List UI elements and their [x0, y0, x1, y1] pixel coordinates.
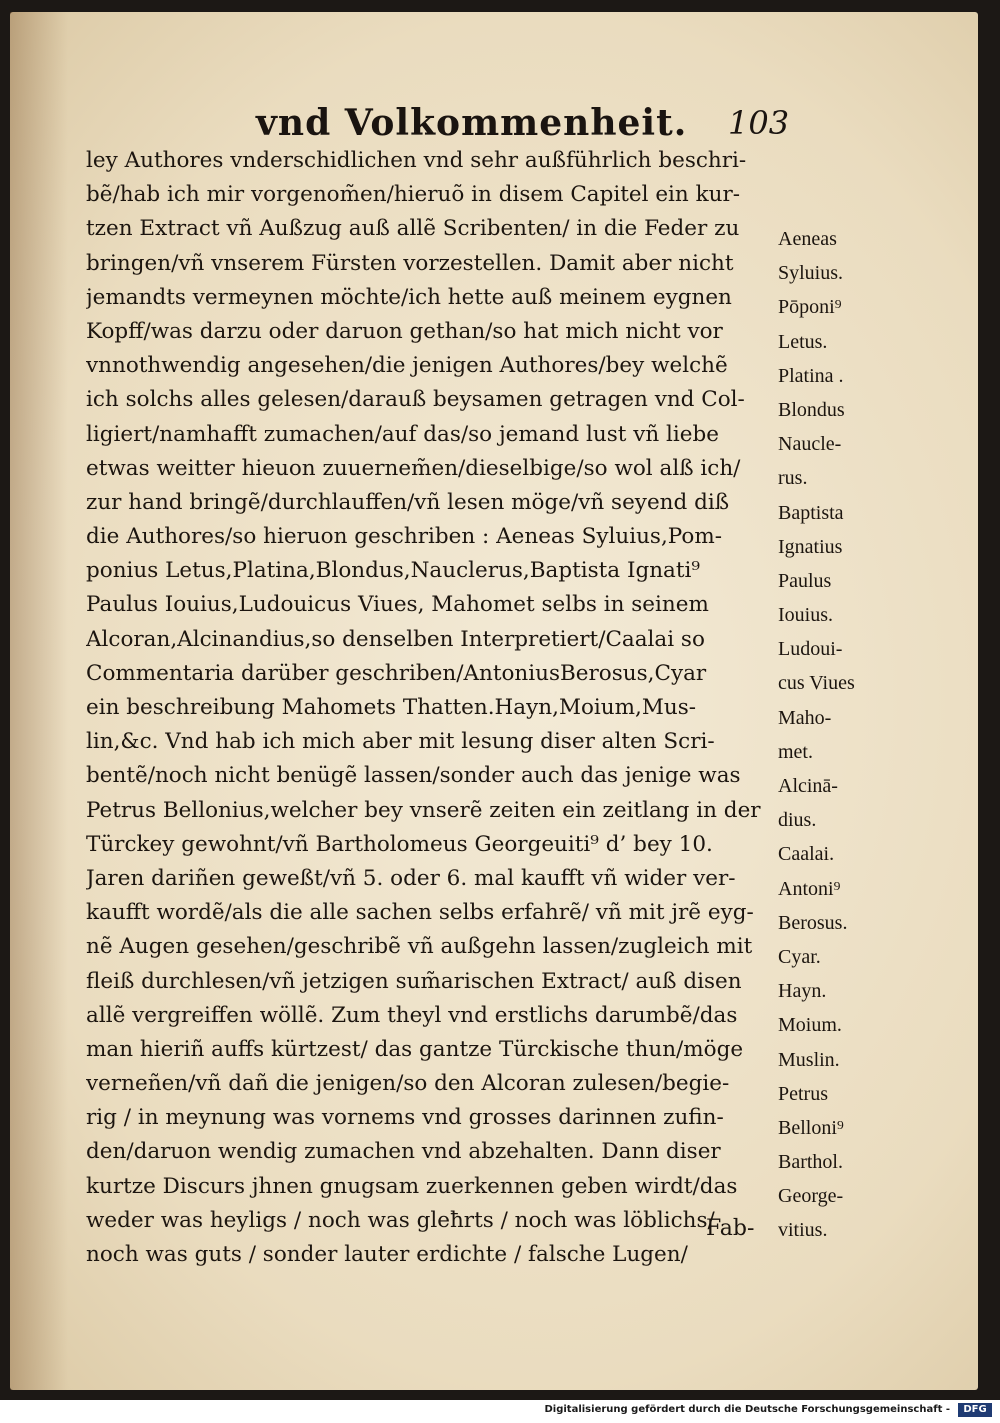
margin-note: Paulus — [778, 569, 832, 592]
text-line: vnnothwendig angesehen/die jenigen Authores/bey welchẽ — [86, 353, 728, 379]
margin-note: dius. — [778, 809, 817, 832]
text-line: Kopff/was darzu oder daruon gethan/so hat mich nicht vor — [86, 318, 723, 344]
running-header: vnd Volkommenheit. — [256, 102, 688, 144]
text-line: Türckey gewohnt/vñ Bartholomeus Georgeuiti⁹ d’ bey 10. — [86, 831, 713, 857]
margin-note: Antoni⁹ — [778, 877, 841, 900]
margin-note: Cyar. — [778, 945, 821, 968]
margin-note: Iouius. — [778, 604, 833, 627]
text-line: bringen/vñ vnserem Fürsten vorzestellen. Damit aber nicht — [86, 250, 734, 276]
text-line: den/daruon wendig zumachen vnd abzehalten. Dann diser — [86, 1139, 721, 1165]
margin-note: Moium. — [778, 1014, 842, 1037]
margin-note: Belloni⁹ — [778, 1116, 844, 1139]
margin-note: Barthol. — [778, 1151, 843, 1174]
margin-note: cus Viues — [778, 672, 855, 695]
text-line: lin,&c. Vnd hab ich mich aber mit lesung diser alten Scri- — [86, 729, 715, 755]
main-text-block — [86, 144, 776, 1272]
text-line: bentẽ/noch nicht benügẽ lassen/sonder auch das jenige was — [86, 763, 741, 789]
text-line: allẽ vergreiffen wöllẽ. Zum theyl vnd erstlichs darumbẽ/das — [86, 1002, 738, 1028]
text-line: Jaren dariñen geweßt/vñ 5. oder 6. mal kaufft vñ wider ver- — [86, 865, 736, 891]
text-line: jemandts vermeynen möchte/ich hette auß meinem eygnen — [86, 284, 732, 310]
text-line: Commentaria darüber geschriben/AntoniusBerosus,Cyar — [86, 660, 707, 686]
margin-note: Blondus — [778, 398, 845, 421]
dfg-logo: DFG — [958, 1403, 992, 1417]
margin-note: Naucle- — [778, 433, 842, 456]
text-line: Petrus Bellonius,welcher bey vnserẽ zeiten ein zeitlang in der — [86, 797, 761, 823]
margin-note: Ignatius — [778, 535, 843, 558]
margin-note: vitius. — [778, 1219, 828, 1242]
text-line: ligiert/namhafft zumachen/auf das/so jemand lust vñ liebe — [86, 421, 720, 447]
text-line: rig / in meynung was vornems vnd grosses darinnen zufin- — [86, 1105, 724, 1131]
text-line: weder was heyligs / noch was gleħrts / noch was löblichs/ — [86, 1207, 715, 1233]
text-line: ley Authores vnderschidlichen vnd sehr außführlich beschri- — [86, 148, 747, 173]
text-line: tzen Extract vñ Außzug auß allẽ Scribenten/ in die Feder zu — [86, 216, 740, 242]
page-gutter-shadow — [10, 12, 68, 1390]
margin-note: Ludoui- — [778, 638, 843, 661]
text-line: kaufft wordẽ/als die alle sachen selbs erfahrẽ/ vñ mit jrẽ eyg- — [86, 900, 754, 926]
margin-note: Muslin. — [778, 1048, 840, 1071]
margin-note: Letus. — [778, 330, 828, 353]
marginal-notes — [778, 222, 890, 1248]
margin-note: Alcinā- — [778, 775, 838, 797]
text-line: zur hand bringẽ/durchlauffen/vñ lesen möge/vñ seyend diß — [86, 489, 730, 515]
margin-note: Aeneas — [778, 228, 837, 250]
margin-note: Hayn. — [778, 980, 827, 1003]
text-line: Alcoran,Alcinandius,so denselben Interpretiert/Caalai so — [86, 626, 705, 652]
text-line: etwas weitter hieuon zuuernem̃en/dieselbige/so wol alß ich/ — [86, 455, 741, 481]
text-line: noch was guts / sonder lauter erdichte / falsche Lugen/ — [86, 1242, 688, 1267]
margin-note: Baptista — [778, 501, 844, 524]
margin-note: rus. — [778, 467, 808, 490]
margin-note: met. — [778, 740, 813, 763]
footer-credit: Digitalisierung gefördert durch die Deutsche Forschungsgemeinschaft - — [544, 1404, 950, 1415]
text-line: verneñen/vñ dañ die jenigen/so den Alcoran zulesen/begie- — [86, 1071, 730, 1097]
page-number: 103 — [728, 104, 790, 142]
text-line: kurtze Discurs jhnen gnugsam zuerkennen geben wirdt/das — [86, 1173, 738, 1199]
margin-note: Syluius. — [778, 262, 844, 285]
text-line: ich solchs alles gelesen/darauß beysamen getragen vnd Col- — [86, 387, 745, 413]
margin-note: Platina . — [778, 364, 844, 387]
margin-note: Berosus. — [778, 911, 848, 934]
margin-note: Maho- — [778, 706, 832, 729]
text-line: fleiß durchlesen/vñ jetzigen sum̃arischen Extract/ auß disen — [86, 968, 742, 994]
digitization-footer — [0, 1400, 1000, 1423]
margin-note: Petrus — [778, 1082, 828, 1105]
text-line: Paulus Iouius,Ludouicus Viues, Mahomet selbs in seinem — [86, 592, 709, 618]
text-line: ponius Letus,Platina,Blondus,Nauclerus,Baptista Ignati⁹ — [86, 558, 701, 584]
margin-note: Caalai. — [778, 843, 835, 866]
text-line: bẽ/hab ich mir vorgenom̃en/hieruõ in disem Capitel ein kur- — [86, 182, 741, 208]
text-line: ein beschreibung Mahomets Thatten.Hayn,Moium,Mus- — [86, 695, 697, 720]
margin-note: George- — [778, 1185, 844, 1208]
text-line: man hieriñ auffs kürtzest/ das gantze Türckische thun/möge — [86, 1036, 744, 1062]
margin-note: Pōponi⁹ — [778, 296, 842, 319]
catchword: Fab- — [706, 1216, 755, 1241]
text-line: nẽ Augen gesehen/geschribẽ vñ außgehn lassen/zugleich mit — [86, 934, 753, 960]
text-line: die Authores/so hieruon geschriben : Aeneas Syluius,Pom- — [86, 524, 722, 550]
